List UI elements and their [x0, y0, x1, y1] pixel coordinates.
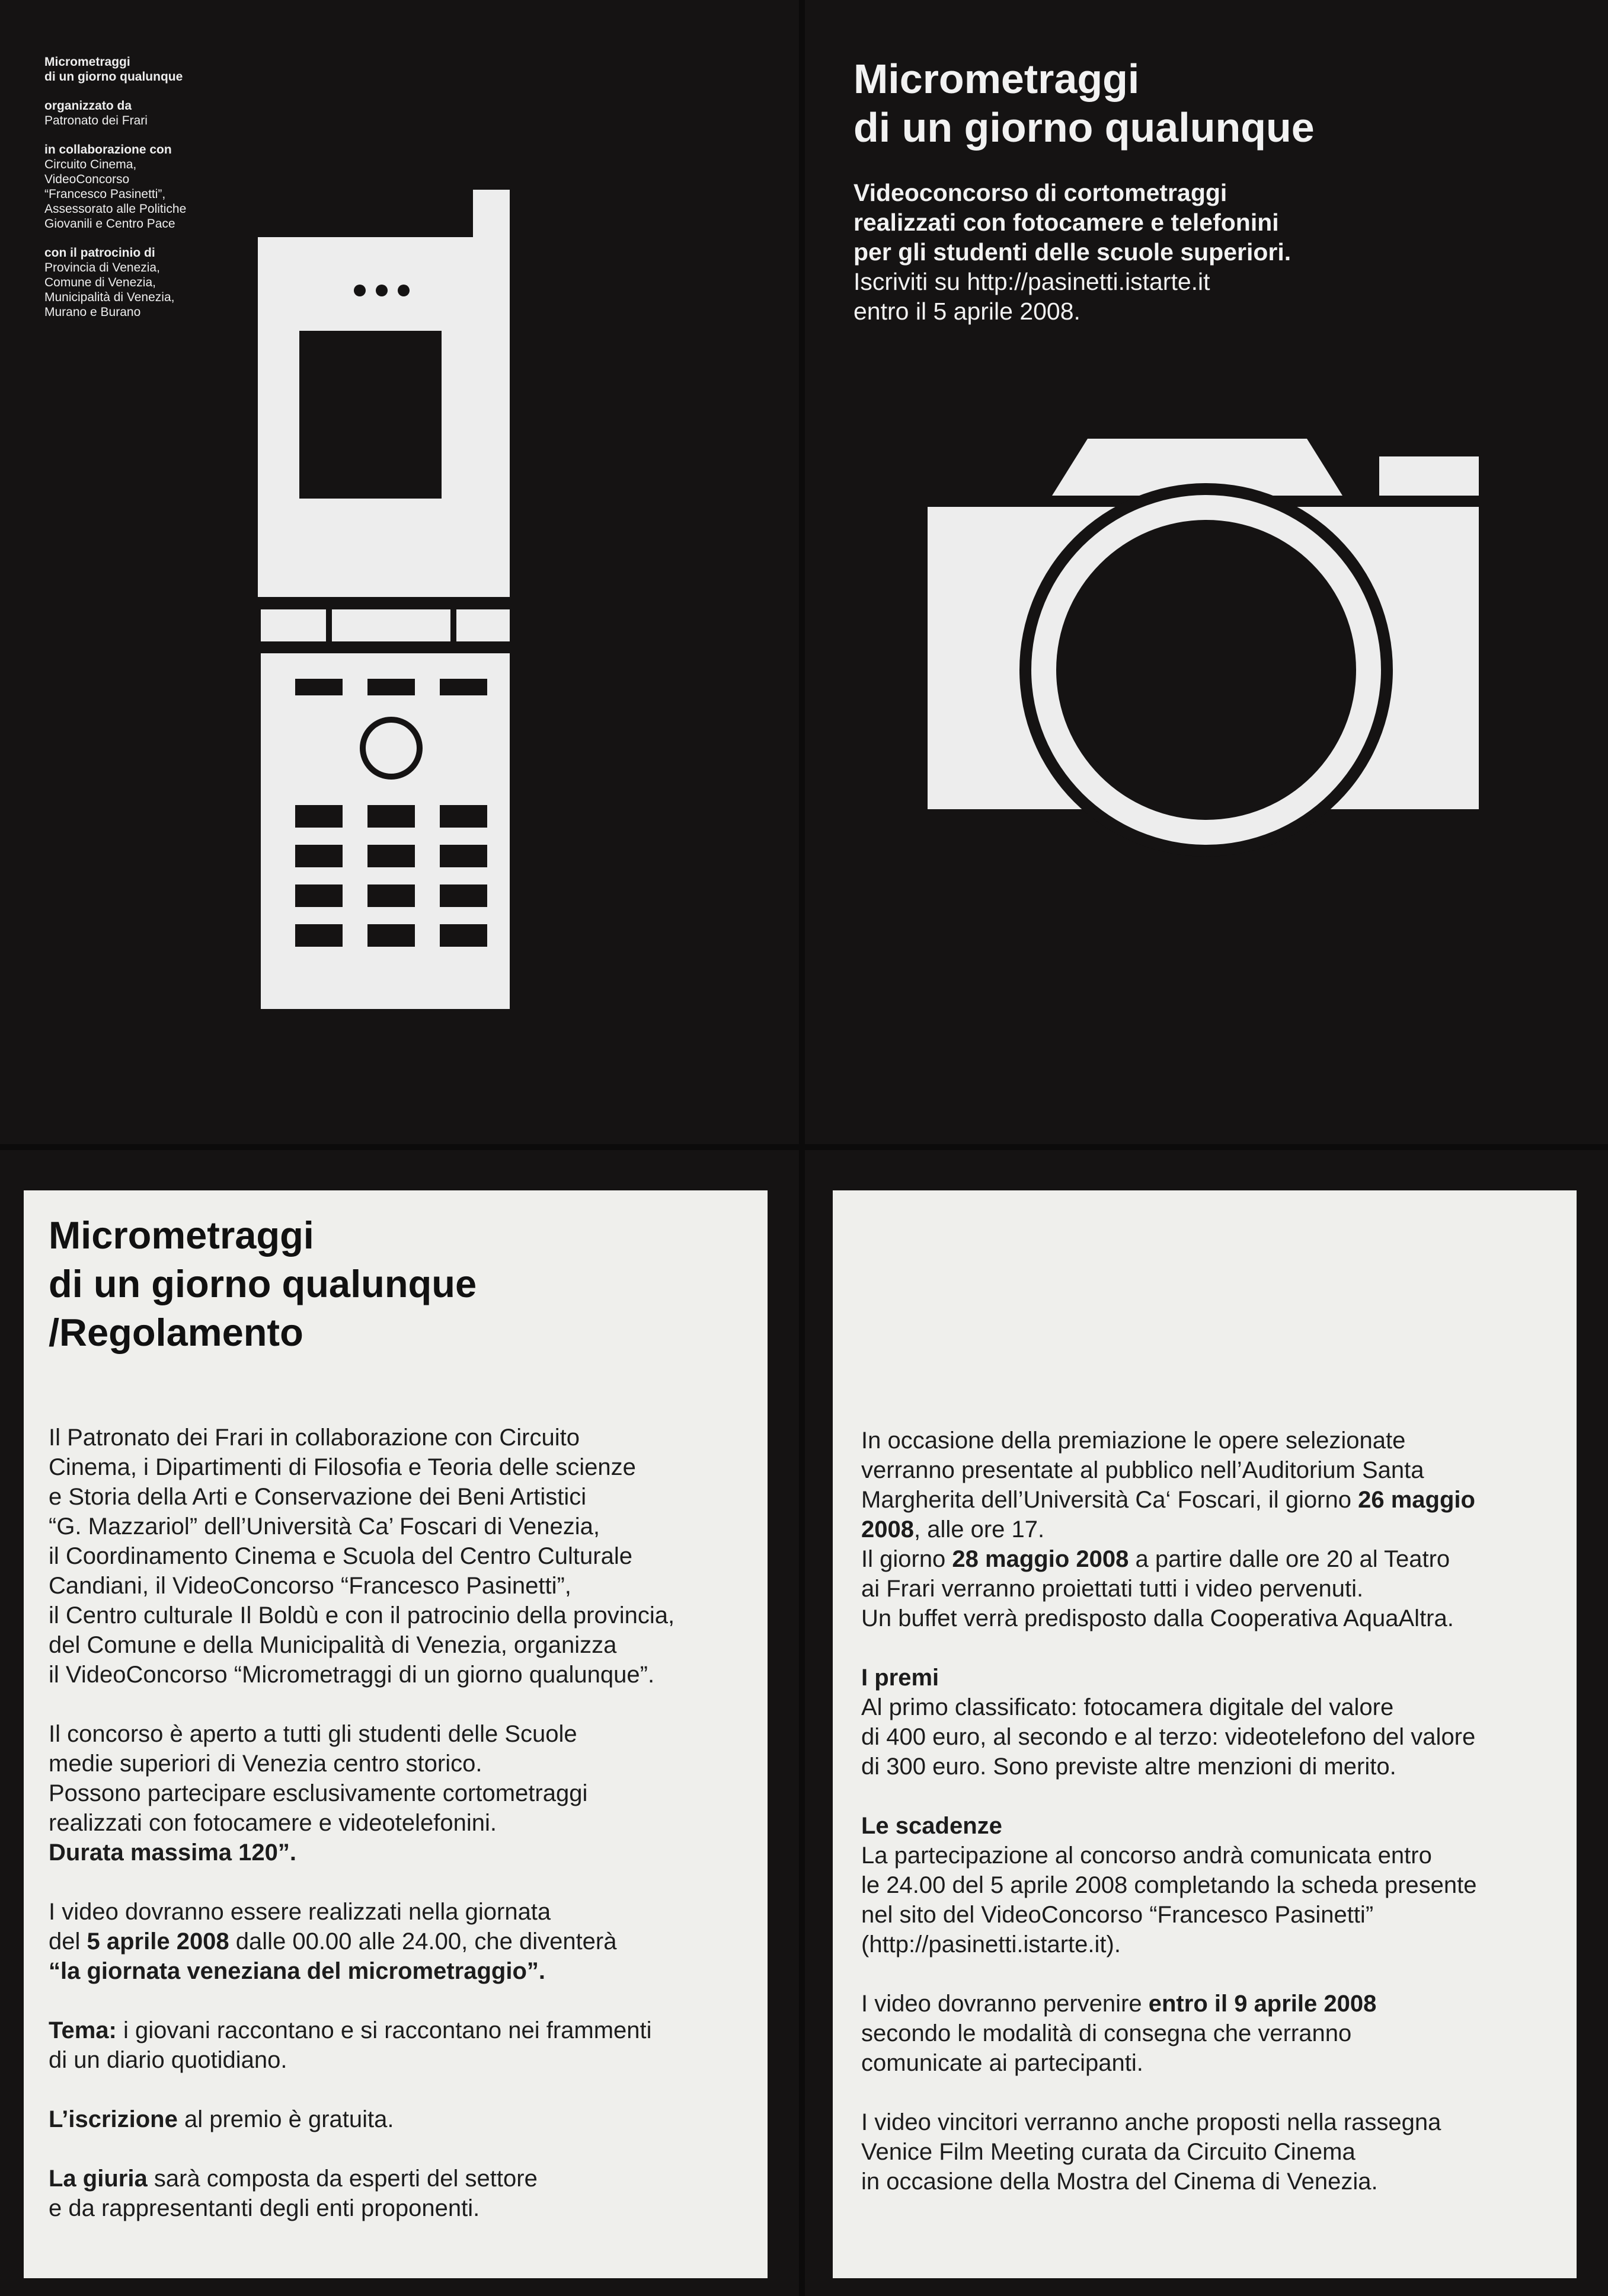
- award-year: 2008: [861, 1516, 914, 1543]
- award-date: 26 maggio: [1358, 1487, 1475, 1513]
- regolamento-paragraph-registration: [49, 2105, 754, 2134]
- credits-title: [44, 55, 282, 84]
- info-body: [861, 1426, 1567, 2226]
- regolamento-paragraph-theme: [49, 2016, 754, 2075]
- patron-line: Comune di Venezia,: [44, 276, 156, 289]
- text-line: di 400 euro, al secondo e al terzo: videotelefono del valore: [861, 1724, 1476, 1750]
- text-line: Un buffet verrà predisposto dalla Cooperativa AquaAltra.: [861, 1605, 1454, 1631]
- text-line: il Coordinamento Cinema e Scuola del Centro Culturale: [49, 1543, 632, 1569]
- text-line: [861, 1989, 1567, 2019]
- credits-title-line: Micrometraggi: [44, 55, 130, 69]
- text-line: [49, 1927, 754, 1956]
- collab-line: VideoConcorso: [44, 173, 130, 186]
- text-line: [49, 2164, 754, 2193]
- text-line: In occasione della premiazione le opere selezionate: [861, 1428, 1406, 1454]
- regolamento-paragraph-organizers: [49, 1423, 754, 1690]
- poster-title-line: di un giorno qualunque: [853, 104, 1315, 151]
- regolamento-title-line: di un giorno qualunque: [49, 1262, 477, 1305]
- text-line: le 24.00 del 5 aprile 2008 completando la scheda presente: [861, 1872, 1477, 1898]
- poster-sub-line: entro il 5 aprile 2008.: [853, 298, 1080, 325]
- text-line: secondo le modalità di consegna che verranno: [861, 2020, 1352, 2046]
- text-line: [861, 1485, 1567, 1515]
- credits-patronage: [44, 245, 282, 320]
- text-fragment: del: [49, 1928, 87, 1955]
- poster-title: [853, 55, 1446, 152]
- text-line: verranno presentate al pubblico nell’Auditorium Santa: [861, 1457, 1424, 1483]
- text-fragment: , alle ore 17.: [913, 1516, 1045, 1543]
- text-fragment: sarà composta da esperti del settore: [147, 2166, 538, 2192]
- text-line: ai Frari verranno proiettati tutti i video pervenuti.: [861, 1576, 1364, 1602]
- text-line: “G. Mazzariol” dell’Università Ca’ Foscari di Venezia,: [49, 1513, 600, 1540]
- premi-heading: I premi: [861, 1665, 939, 1691]
- info-paragraph-premi: [861, 1663, 1567, 1781]
- text-line: Il Patronato dei Frari in collaborazione con Circuito: [49, 1425, 580, 1451]
- text-line: di 300 euro. Sono previste altre menzioni di merito.: [861, 1754, 1396, 1780]
- screening-date: 28 maggio 2008: [952, 1546, 1129, 1572]
- text-line: Candiani, il VideoConcorso “Francesco Pasinetti”,: [49, 1573, 571, 1599]
- poster-sub-bold-line: per gli studenti delle scuole superiori.: [853, 238, 1291, 266]
- credits-title-line: di un giorno qualunque: [44, 70, 183, 84]
- jury-label: La giuria: [49, 2166, 148, 2192]
- regolamento-title: [49, 1211, 748, 1357]
- patron-line: Provincia di Venezia,: [44, 261, 160, 274]
- regolamento-title-line: /Regolamento: [49, 1311, 303, 1354]
- collab-line: “Francesco Pasinetti”,: [44, 187, 166, 201]
- text-line: Il concorso è aperto a tutti gli studenti delle Scuole: [49, 1721, 577, 1747]
- poster-title-line: Micrometraggi: [853, 56, 1140, 102]
- text-line: e Storia della Arti e Conservazione dei Beni Artistici: [49, 1484, 587, 1510]
- text-fragment: Il giorno: [861, 1546, 952, 1572]
- credits-collaboration: [44, 142, 282, 231]
- text-line: Possono partecipare esclusivamente cortometraggi: [49, 1780, 588, 1806]
- text-line: in occasione della Mostra del Cinema di Venezia.: [861, 2169, 1378, 2195]
- poster-sub-bold-line: realizzati con fotocamere e telefonini: [853, 209, 1279, 236]
- text-line: La partecipazione al concorso andrà comunicata entro: [861, 1842, 1432, 1869]
- info-paragraph-rassegna: [861, 2107, 1567, 2196]
- text-line: I video dovranno essere realizzati nella giornata: [49, 1899, 551, 1925]
- scadenze-heading: Le scadenze: [861, 1813, 1002, 1839]
- text-line: [861, 1515, 1567, 1544]
- text-line: [49, 2016, 754, 2045]
- poster-sub-line: Iscriviti su http://pasinetti.istarte.it: [853, 268, 1210, 295]
- camera-icon: [922, 433, 1485, 883]
- text-line: e da rappresentanti degli enti proponenti.: [49, 2195, 480, 2221]
- regolamento-paragraph-jury: [49, 2164, 754, 2223]
- text-line: Al primo classificato: fotocamera digitale del valore: [861, 1694, 1394, 1720]
- text-line: del Comune e della Municipalità di Venezia, organizza: [49, 1632, 617, 1658]
- text-line: il VideoConcorso “Micrometraggi di un giorno qualunque”.: [49, 1662, 655, 1688]
- text-fragment: I video dovranno pervenire: [861, 1991, 1149, 2017]
- text-line: comunicate ai partecipanti.: [861, 2050, 1143, 2076]
- text-fragment: i giovani raccontano e si raccontano nei frammenti: [116, 2017, 652, 2043]
- text-fragment: dalle 00.00 alle 24.00, che diventerà: [229, 1928, 617, 1955]
- mobile-phone-icon: [255, 178, 539, 1032]
- text-line: Cinema, i Dipartimenti di Filosofia e Teoria delle scienze: [49, 1454, 636, 1480]
- text-line: [861, 1544, 1567, 1574]
- info-paragraph-premiazione: [861, 1426, 1567, 1633]
- event-date: 5 aprile 2008: [87, 1928, 229, 1955]
- text-line: il Centro culturale Il Boldù e con il patrocinio della provincia,: [49, 1602, 675, 1628]
- text-line: I video vincitori verranno anche proposti nella rassegna: [861, 2109, 1441, 2135]
- collab-line: Giovanili e Centro Pace: [44, 217, 175, 231]
- patron-line: Municipalità di Venezia,: [44, 290, 175, 304]
- info-paragraph-consegna: [861, 1989, 1567, 2078]
- regolamento-body: [49, 1423, 754, 2253]
- patron-heading: con il patrocinio di: [44, 246, 155, 260]
- poster-subtitle: [853, 178, 1476, 326]
- fold-line-horizontal: [0, 1144, 1608, 1150]
- collab-line: Assessorato alle Politiche: [44, 202, 187, 216]
- text-fragment: Margherita dell’Università Ca‘ Foscari, il giorno: [861, 1487, 1358, 1513]
- text-fragment: a partire dalle ore 20 al Teatro: [1129, 1546, 1450, 1572]
- collab-line: Circuito Cinema,: [44, 158, 137, 171]
- text-line: Venice Film Meeting curata da Circuito Cinema: [861, 2139, 1356, 2165]
- organizer-heading: organizzato da: [44, 99, 132, 113]
- collab-heading: in collaborazione con: [44, 143, 172, 157]
- text-line: medie superiori di Venezia centro storico.: [49, 1751, 482, 1777]
- delivery-deadline: entro il 9 aprile 2008: [1148, 1991, 1377, 2017]
- text-line: realizzati con fotocamere e videotelefonini.: [49, 1810, 497, 1836]
- regolamento-title-line: Micrometraggi: [49, 1214, 314, 1257]
- text-fragment: al premio è gratuita.: [177, 2106, 394, 2132]
- theme-label: Tema:: [49, 2017, 117, 2043]
- event-tagline: “la giornata veneziana del micrometraggio”.: [49, 1958, 546, 1984]
- max-duration: Durata massima 120”.: [49, 1840, 297, 1866]
- text-line: di un diario quotidiano.: [49, 2047, 287, 2073]
- text-line: (http://pasinetti.istarte.it).: [861, 1931, 1121, 1957]
- patron-line: Murano e Burano: [44, 305, 141, 319]
- text-line: nel sito del VideoConcorso “Francesco Pasinetti”: [861, 1902, 1374, 1928]
- info-paragraph-scadenze: [861, 1811, 1567, 1959]
- regolamento-paragraph-eligibility: [49, 1719, 754, 1867]
- credits-organizer: [44, 98, 282, 128]
- regolamento-paragraph-date: [49, 1897, 754, 1986]
- poster-sub-bold-line: Videoconcorso di cortometraggi: [853, 179, 1227, 206]
- organizer-line: Patronato dei Frari: [44, 114, 148, 127]
- credits-block: [44, 55, 282, 334]
- registration-label: L’iscrizione: [49, 2106, 178, 2132]
